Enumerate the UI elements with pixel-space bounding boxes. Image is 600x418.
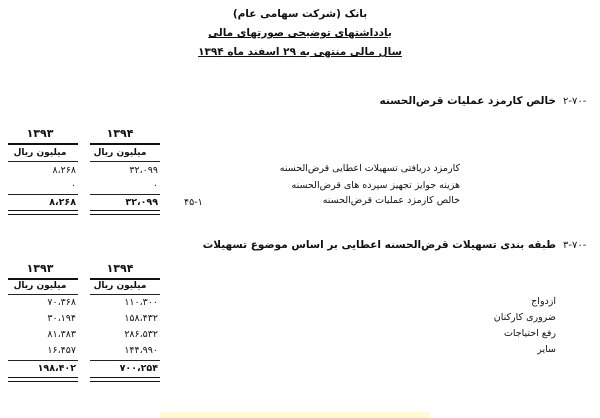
row-value-current: ۲۸۶،۵۳۲ bbox=[124, 329, 158, 340]
page-footer-highlight bbox=[160, 412, 430, 418]
section1-number: ۲-۷۰- bbox=[563, 96, 587, 107]
report-subtitle: یادداشتهای توضیحی صورتهای مالی bbox=[208, 27, 392, 39]
section1-unit-rule-current bbox=[90, 161, 160, 162]
section2-unit-rule-previous bbox=[8, 294, 78, 295]
section1-unit-rule-previous bbox=[8, 161, 78, 162]
row-label: ضروری کارکنان bbox=[493, 312, 556, 323]
row-value-previous: ۱۶،۴۵۷ bbox=[47, 345, 76, 356]
row-value-current: ۱۵۸،۴۳۲ bbox=[124, 313, 158, 324]
section2-unit-current: میلیون ریال bbox=[93, 281, 147, 291]
row-label: ازدواج bbox=[531, 296, 556, 307]
section1-header-rule-current bbox=[90, 143, 160, 145]
section1-total-double-rule-previous bbox=[8, 210, 78, 215]
row-value-previous: ۷۰،۳۶۸ bbox=[47, 297, 76, 308]
row-value-previous: ۸،۲۶۸ bbox=[52, 165, 76, 176]
total-value-previous: ۱۹۸،۴۰۲ bbox=[37, 363, 76, 374]
section2-header-rule-current bbox=[90, 278, 160, 280]
section1-year-previous: ۱۳۹۳ bbox=[26, 127, 54, 140]
row-label: خالص کارمزد عملیات قرض‌الحسنه bbox=[322, 195, 460, 206]
row-value-current: ۰ bbox=[152, 180, 158, 191]
row-label: کارمزد دریافتی تسهیلات اعطایی قرض‌الحسنه bbox=[279, 163, 460, 174]
note-reference: ۴۵-۱ bbox=[184, 197, 203, 208]
section2-year-current: ۱۳۹۴ bbox=[106, 262, 134, 275]
section2-unit-previous: میلیون ریال bbox=[13, 281, 67, 291]
section1-unit-current: میلیون ریال bbox=[93, 148, 147, 158]
section1-year-current: ۱۳۹۴ bbox=[106, 127, 134, 140]
row-value-previous: ۸۱،۳۸۳ bbox=[47, 329, 76, 340]
section2-unit-rule-current bbox=[90, 294, 160, 295]
row-value-current: ۳۲،۰۹۹ bbox=[125, 197, 158, 208]
total-value-current: ۷۰۰،۲۵۴ bbox=[119, 363, 158, 374]
section1-subtotal-rule-previous bbox=[8, 194, 78, 195]
row-label: سایر bbox=[537, 344, 556, 355]
section2-subtotal-rule-previous bbox=[8, 360, 78, 361]
row-value-previous: ۳۰،۱۹۴ bbox=[47, 313, 76, 324]
section1-subtotal-rule-current bbox=[90, 194, 160, 195]
row-value-previous: ۸،۲۶۸ bbox=[49, 197, 76, 208]
row-value-current: ۳۲،۰۹۹ bbox=[129, 165, 158, 176]
row-value-previous: ۰ bbox=[70, 180, 76, 191]
section2-number: ۳-۷۰- bbox=[563, 240, 587, 251]
row-value-current: ۱۴۴،۹۹۰ bbox=[124, 345, 158, 356]
section2-header-rule-previous bbox=[8, 278, 78, 280]
row-label: هزینه جوایز تجهیز سپرده های قرض‌الحسنه bbox=[291, 180, 460, 191]
company-header: بانک (شرکت سهامی عام) bbox=[232, 8, 368, 20]
section1-header-rule-previous bbox=[8, 143, 78, 145]
row-value-current: ۱۱۰،۳۰۰ bbox=[124, 297, 158, 308]
section1-total-double-rule-current bbox=[90, 210, 160, 215]
section2-total-double-rule-previous bbox=[8, 377, 78, 382]
section2-subtotal-rule-current bbox=[90, 360, 160, 361]
section1-title: خالص کارمزد عملیات قرض‌الحسنه bbox=[379, 95, 556, 107]
section2-total-double-rule-current bbox=[90, 377, 160, 382]
section2-title: طبقه بندی تسهیلات قرض‌الحسنه اعطایی بر اساس موضوع تسهیلات bbox=[202, 239, 556, 251]
fiscal-period: سال مالی منتهی به ۲۹ اسفند ماه ۱۳۹۴ bbox=[198, 46, 402, 58]
row-label: رفع احتیاجات bbox=[503, 328, 556, 339]
section2-year-previous: ۱۳۹۳ bbox=[26, 262, 54, 275]
section1-unit-previous: میلیون ریال bbox=[13, 148, 67, 158]
